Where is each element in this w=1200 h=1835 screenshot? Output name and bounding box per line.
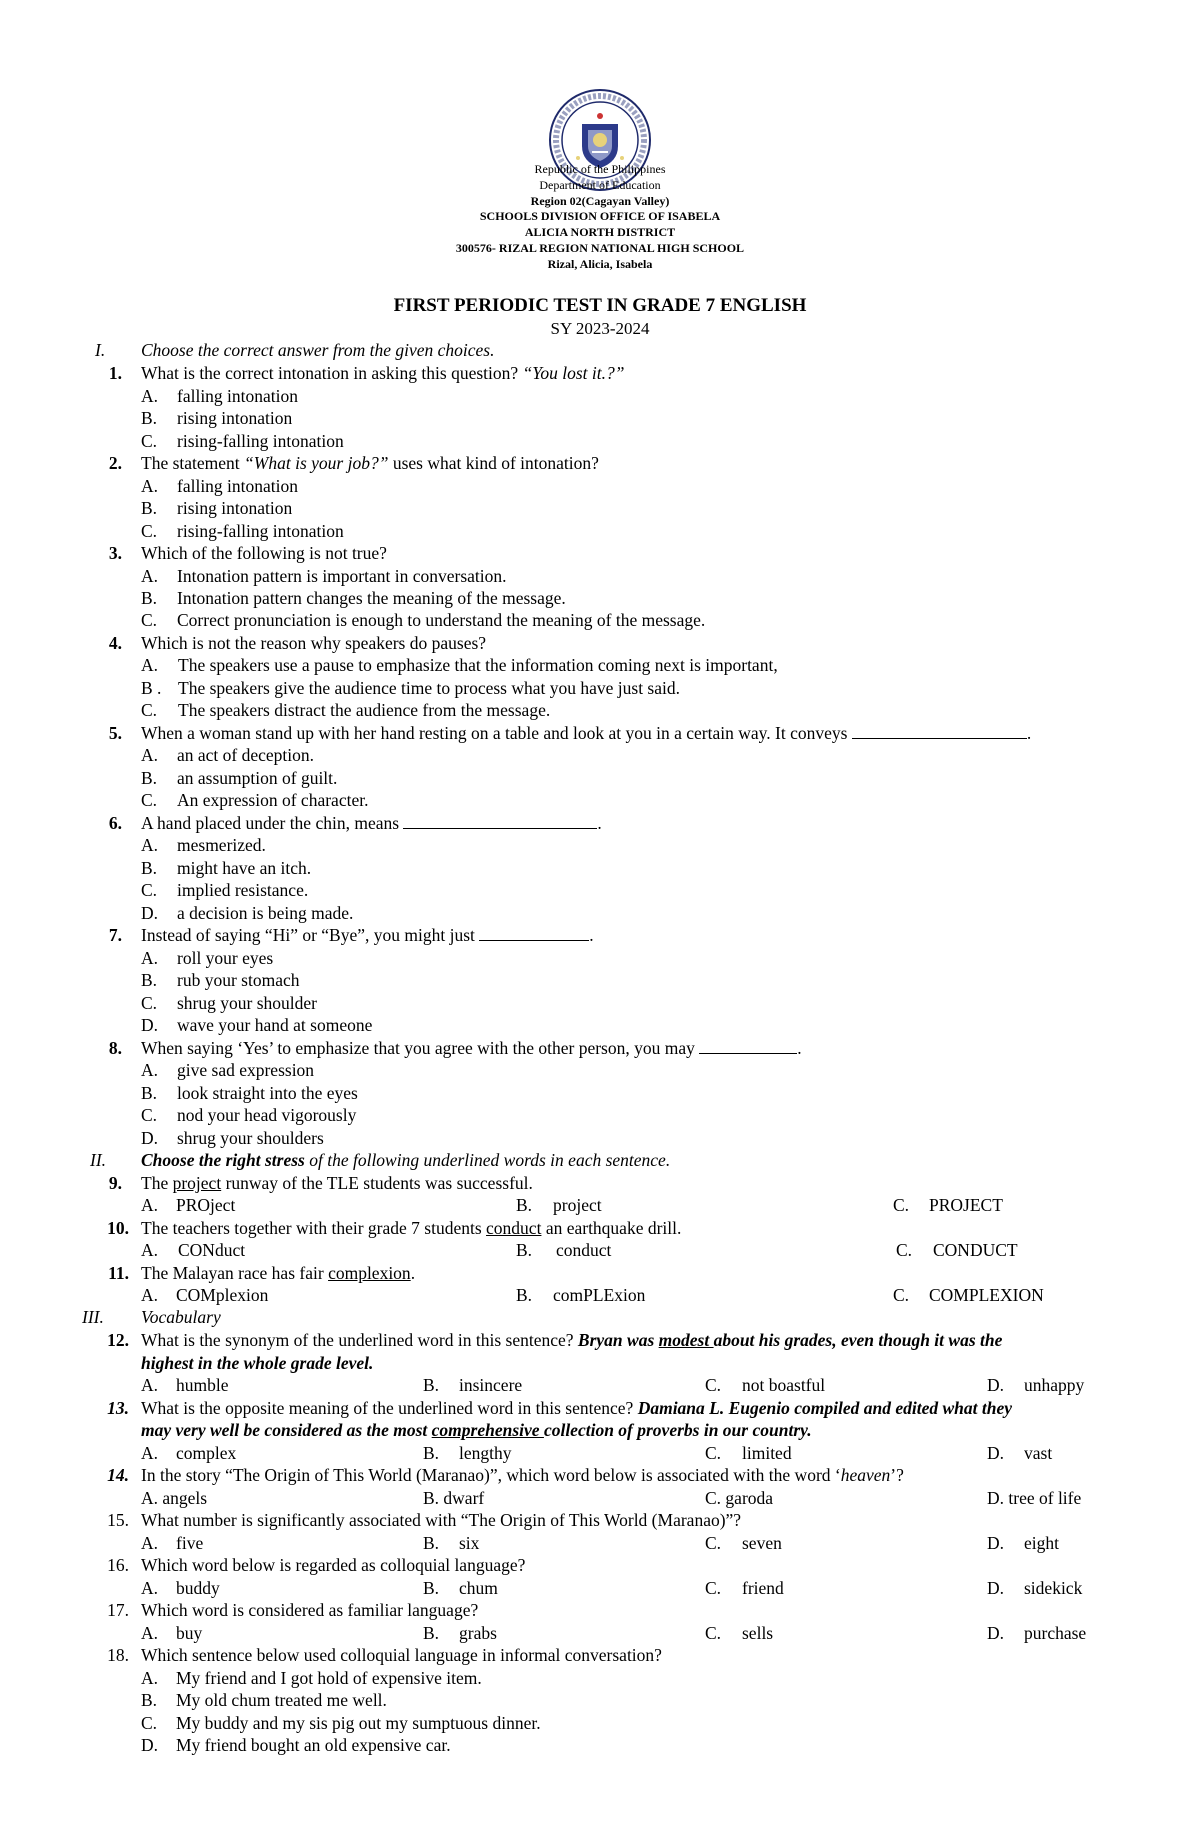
option-letter: C.: [141, 1713, 158, 1733]
question-18-text: Which sentence below used colloquial language in informal conversation?: [141, 1645, 662, 1665]
option-letter: B.: [516, 1240, 533, 1260]
option-letter: C.: [705, 1375, 722, 1395]
question-2-option-c[interactable]: rising-falling intonation: [177, 521, 344, 541]
question-16-option-c[interactable]: friend: [742, 1578, 784, 1598]
question-12-option-c[interactable]: not boastful: [742, 1375, 826, 1395]
question-14-text: In the story “The Origin of This World (Maranao)”, which word below is associated with the word ‘heaven’?: [141, 1465, 904, 1485]
question-11-option-c[interactable]: COMPLEXION: [929, 1285, 1044, 1305]
question-3-option-b[interactable]: Intonation pattern changes the meaning of the message.: [177, 588, 566, 608]
answer-blank[interactable]: [479, 926, 589, 941]
question-12-option-a[interactable]: humble: [176, 1375, 229, 1395]
question-1-number: 1.: [108, 363, 122, 383]
option-letter: B.: [141, 498, 158, 518]
option-letter: D.: [141, 1128, 159, 1148]
question-13-option-b[interactable]: lengthy: [459, 1443, 512, 1463]
header-school: 300576- RIZAL REGION NATIONAL HIGH SCHOOL: [455, 241, 745, 255]
question-16-option-a[interactable]: buddy: [176, 1578, 220, 1598]
section-2-instruction: Choose the right stress of the following underlined words in each sentence.: [141, 1150, 671, 1170]
question-7-option-a[interactable]: roll your eyes: [177, 948, 274, 968]
option-letter: D.: [987, 1623, 1005, 1643]
option-letter: B.: [423, 1443, 440, 1463]
question-9-option-b[interactable]: project: [553, 1195, 602, 1215]
option-letter: A.: [141, 1375, 159, 1395]
option-letter: B.: [516, 1195, 533, 1215]
option-letter: A.: [141, 1240, 159, 1260]
option-letter: C.: [893, 1195, 910, 1215]
option-letter: C.: [705, 1623, 722, 1643]
option-letter: C.: [141, 880, 158, 900]
section-2-number: II.: [90, 1150, 107, 1170]
option-letter: A.: [141, 1578, 159, 1598]
question-18-option-b[interactable]: My old chum treated me well.: [176, 1690, 387, 1710]
question-17-option-a[interactable]: buy: [176, 1623, 203, 1643]
section-1-number: I.: [95, 340, 106, 360]
question-12-text-line-2: highest in the whole grade level.: [141, 1353, 374, 1373]
section-1-instruction: Choose the correct answer from the given choices.: [141, 340, 495, 360]
question-4-number: 4.: [108, 633, 122, 653]
question-4-text: Which is not the reason why speakers do pauses?: [141, 633, 487, 653]
option-letter: C.: [141, 610, 158, 630]
question-15-text: What number is significantly associated with “The Origin of This World (Maranao)”?: [141, 1510, 742, 1530]
question-6-option-c[interactable]: implied resistance.: [177, 880, 309, 900]
question-1-option-a[interactable]: falling intonation: [177, 386, 299, 406]
question-3-option-c[interactable]: Correct pronunciation is enough to understand the meaning of the message.: [177, 610, 706, 630]
option-letter: A.: [141, 1443, 159, 1463]
option-letter: B.: [141, 768, 158, 788]
question-10-option-c[interactable]: CONDUCT: [933, 1240, 1018, 1260]
question-10-number: 10.: [107, 1218, 129, 1238]
option-letter: A.: [141, 566, 159, 586]
question-5-number: 5.: [108, 723, 122, 743]
question-16-option-d[interactable]: sidekick: [1024, 1578, 1083, 1598]
question-1-text: What is the correct intonation in asking this question? “You lost it.?”: [141, 363, 625, 383]
option-letter: A.: [141, 1668, 159, 1688]
option-letter: D.: [141, 903, 159, 923]
question-14-number: 14.: [107, 1465, 129, 1485]
question-18-option-d[interactable]: My friend bought an old expensive car.: [176, 1735, 451, 1755]
question-4-option-a[interactable]: The speakers use a pause to emphasize that the information coming next is important,: [178, 655, 778, 675]
question-13-text: What is the opposite meaning of the underlined word in this sentence? Damiana L. Eugenio compiled and edited what they: [141, 1398, 1012, 1418]
question-6-text: A hand placed under the chin, means .: [141, 813, 602, 833]
header-region: Region 02(Cagayan Valley): [530, 194, 670, 208]
question-14-option-b[interactable]: B. dwarf: [423, 1488, 485, 1508]
option-letter: D.: [987, 1578, 1005, 1598]
question-11-text: The Malayan race has fair complexion.: [141, 1263, 416, 1283]
question-2-option-b[interactable]: rising intonation: [177, 498, 293, 518]
question-13-option-c[interactable]: limited: [742, 1443, 792, 1463]
header-division: SCHOOLS DIVISION OFFICE OF ISABELA: [479, 209, 721, 223]
option-letter: A.: [141, 745, 159, 765]
question-11-option-a[interactable]: COMplexion: [176, 1285, 269, 1305]
option-letter: A.: [141, 1195, 159, 1215]
question-3-number: 3.: [108, 543, 122, 563]
option-letter: C.: [141, 521, 158, 541]
option-letter: C.: [705, 1533, 722, 1553]
question-18-option-a[interactable]: My friend and I got hold of expensive item.: [176, 1668, 482, 1688]
option-letter: B.: [423, 1375, 440, 1395]
question-17-number: 17.: [107, 1600, 129, 1620]
option-letter: D.: [987, 1375, 1005, 1395]
question-10-option-a[interactable]: CONduct: [178, 1240, 246, 1260]
option-letter: B .: [141, 678, 162, 698]
question-5-option-c[interactable]: An expression of character.: [177, 790, 369, 810]
question-13-option-a[interactable]: complex: [176, 1443, 237, 1463]
option-letter: D.: [987, 1533, 1005, 1553]
question-5-option-a[interactable]: an act of deception.: [177, 745, 315, 765]
option-letter: D.: [141, 1735, 159, 1755]
answer-blank[interactable]: [699, 1039, 797, 1054]
question-7-text: Instead of saying “Hi” or “Bye”, you might just .: [141, 925, 594, 945]
question-12-text: What is the synonym of the underlined word in this sentence? Bryan was modest about his grades, even though it was the: [141, 1330, 1003, 1350]
option-letter: B.: [141, 1083, 158, 1103]
question-4-option-c[interactable]: The speakers distract the audience from the message.: [178, 700, 551, 720]
question-13-option-d[interactable]: vast: [1024, 1443, 1053, 1463]
question-7-option-b[interactable]: rub your stomach: [177, 970, 300, 990]
question-5-option-b[interactable]: an assumption of guilt.: [177, 768, 338, 788]
option-letter: B.: [141, 588, 158, 608]
option-letter: B.: [423, 1533, 440, 1553]
question-16-number: 16.: [107, 1555, 129, 1575]
question-9-option-a[interactable]: PROject: [176, 1195, 236, 1215]
option-letter: B.: [423, 1578, 440, 1598]
option-letter: A.: [141, 476, 159, 496]
option-letter: B.: [141, 970, 158, 990]
option-letter: B.: [516, 1285, 533, 1305]
question-8-number: 8.: [108, 1038, 122, 1058]
option-letter: D.: [987, 1443, 1005, 1463]
question-2-text: The statement “What is your job?” uses what kind of intonation?: [141, 453, 599, 473]
option-letter: D.: [141, 1015, 159, 1035]
question-4-option-b[interactable]: The speakers give the audience time to process what you have just said.: [178, 678, 680, 698]
question-18-option-c[interactable]: My buddy and my sis pig out my sumptuous dinner.: [176, 1713, 541, 1733]
question-8-text: When saying ‘Yes’ to emphasize that you agree with the other person, you may .: [141, 1038, 802, 1058]
option-letter: A.: [141, 1285, 159, 1305]
question-10-option-b[interactable]: conduct: [556, 1240, 612, 1260]
question-7-option-c[interactable]: shrug your shoulder: [177, 993, 317, 1013]
question-16-option-b[interactable]: chum: [459, 1578, 498, 1598]
question-3-option-a[interactable]: Intonation pattern is important in conversation.: [177, 566, 507, 586]
option-letter: C.: [705, 1578, 722, 1598]
answer-blank[interactable]: [403, 814, 597, 829]
question-2-number: 2.: [108, 453, 122, 473]
option-letter: C.: [893, 1285, 910, 1305]
question-15-option-d[interactable]: eight: [1024, 1533, 1059, 1553]
school-year: SY 2023-2024: [550, 319, 650, 338]
question-14-option-c[interactable]: C. garoda: [705, 1488, 774, 1508]
option-letter: A.: [141, 948, 159, 968]
question-11-number: 11.: [108, 1263, 129, 1283]
option-letter: C.: [141, 431, 158, 451]
question-8-option-d[interactable]: shrug your shoulders: [177, 1128, 324, 1148]
question-3-text: Which of the following is not true?: [141, 543, 387, 563]
option-letter: B.: [423, 1623, 440, 1643]
question-9-number: 9.: [108, 1173, 122, 1193]
question-8-option-a[interactable]: give sad expression: [177, 1060, 315, 1080]
page-title: FIRST PERIODIC TEST IN GRADE 7 ENGLISH: [393, 295, 807, 316]
option-letter: A.: [141, 835, 159, 855]
option-letter: C.: [141, 993, 158, 1013]
option-letter: C.: [141, 700, 158, 720]
question-14-option-d[interactable]: D. tree of life: [987, 1488, 1082, 1508]
option-letter: C.: [896, 1240, 913, 1260]
header-district: ALICIA NORTH DISTRICT: [524, 225, 676, 239]
question-6-option-a[interactable]: mesmerized.: [177, 835, 266, 855]
question-6-option-b[interactable]: might have an itch.: [177, 858, 312, 878]
question-5-text: When a woman stand up with her hand resting on a table and look at you in a certain way. It conveys .: [141, 723, 1032, 743]
question-12-option-d[interactable]: unhappy: [1024, 1375, 1085, 1395]
question-15-option-a[interactable]: five: [176, 1533, 204, 1553]
question-9-option-c[interactable]: PROJECT: [929, 1195, 1003, 1215]
question-18-number: 18.: [107, 1645, 129, 1665]
question-1-option-b[interactable]: rising intonation: [177, 408, 293, 428]
question-14-option-a[interactable]: A. angels: [141, 1488, 208, 1508]
section-3-instruction: Vocabulary: [141, 1307, 221, 1327]
question-17-text: Which word is considered as familiar language?: [141, 1600, 479, 1620]
question-8-option-b[interactable]: look straight into the eyes: [177, 1083, 358, 1103]
question-13-number: 13.: [107, 1398, 129, 1418]
question-17-option-d[interactable]: purchase: [1024, 1623, 1087, 1643]
option-letter: A.: [141, 1533, 159, 1553]
option-letter: B.: [141, 408, 158, 428]
question-11-option-b[interactable]: comPLExion: [553, 1285, 646, 1305]
header-department: Department of Education: [539, 178, 661, 192]
question-1-option-c[interactable]: rising-falling intonation: [177, 431, 344, 451]
question-13-text-line-2: may very well be considered as the most comprehensive collection of proverbs in our country.: [141, 1420, 812, 1440]
option-letter: C.: [141, 790, 158, 810]
answer-blank[interactable]: [852, 724, 1027, 739]
question-17-option-c[interactable]: sells: [742, 1623, 774, 1643]
section-3-number: III.: [82, 1307, 104, 1327]
option-letter: A.: [141, 1623, 159, 1643]
question-9-text: The project runway of the TLE students was successful.: [141, 1173, 533, 1193]
question-8-option-c[interactable]: nod your head vigorously: [177, 1105, 357, 1125]
question-6-number: 6.: [108, 813, 122, 833]
question-15-option-c[interactable]: seven: [742, 1533, 782, 1553]
question-12-number: 12.: [107, 1330, 129, 1350]
header-address: Rizal, Alicia, Isabela: [547, 257, 653, 271]
option-letter: C.: [141, 1105, 158, 1125]
option-letter: B.: [141, 858, 158, 878]
question-15-option-b[interactable]: six: [459, 1533, 480, 1553]
option-letter: A.: [141, 386, 159, 406]
option-letter: A.: [141, 1060, 159, 1080]
question-7-number: 7.: [108, 925, 122, 945]
option-letter: C.: [705, 1443, 722, 1463]
header-republic: Republic of the Philippines: [534, 162, 666, 176]
question-7-option-d[interactable]: wave your hand at someone: [177, 1015, 373, 1035]
option-letter: A.: [141, 655, 159, 675]
question-12-option-b[interactable]: insincere: [459, 1375, 523, 1395]
option-letter: B.: [141, 1690, 158, 1710]
question-17-option-b[interactable]: grabs: [459, 1623, 497, 1643]
question-15-number: 15.: [107, 1510, 129, 1530]
question-6-option-d[interactable]: a decision is being made.: [177, 903, 354, 923]
question-10-text: The teachers together with their grade 7 students conduct an earthquake drill.: [141, 1218, 682, 1238]
question-16-text: Which word below is regarded as colloquial language?: [141, 1555, 526, 1575]
question-2-option-a[interactable]: falling intonation: [177, 476, 299, 496]
